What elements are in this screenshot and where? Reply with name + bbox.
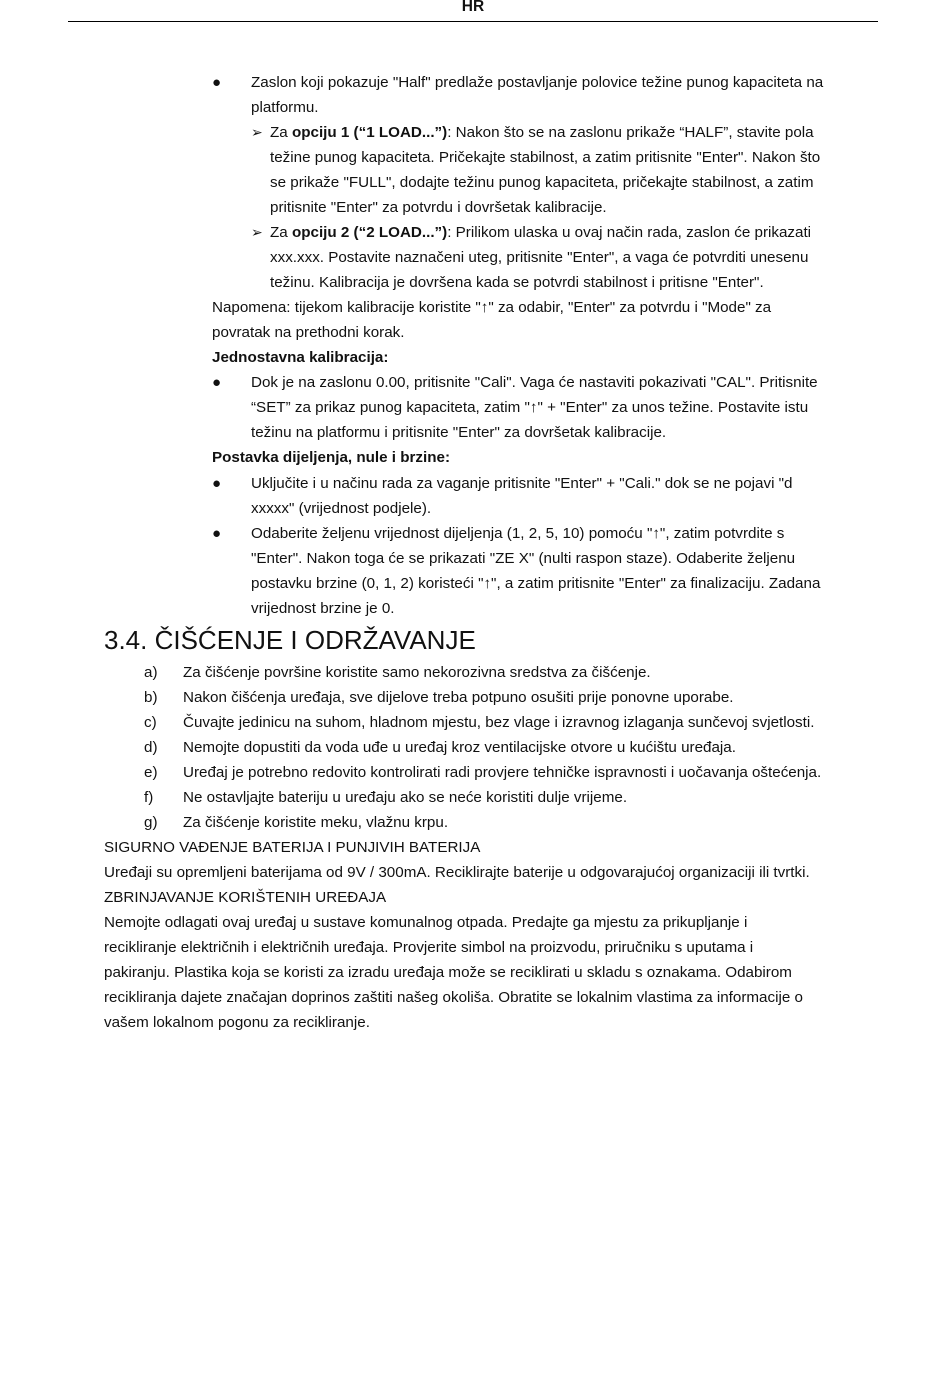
option1-first-line: [270, 120, 814, 145]
list-item-label: c): [144, 714, 157, 731]
bullet-icon: ●: [212, 374, 222, 391]
option2-prefix: Za: [270, 224, 292, 241]
arrow-bullet-icon: ➢: [251, 124, 263, 140]
bullet-icon: ●: [212, 475, 222, 492]
simple-calibration-title: Jednostavna kalibracija:: [212, 349, 389, 366]
option2-text: : Prilikom ulaska u ovaj način rada, zaslon će prikazati: [447, 224, 812, 241]
page-header: [68, 0, 878, 22]
bullet-icon: ●: [212, 74, 222, 91]
list-item-label: d): [144, 739, 158, 756]
division-title: Postavka dijeljenja, nule i brzine:: [212, 449, 451, 466]
disposal-line: vašem lokalnom pogonu za recikliranje.: [104, 1014, 370, 1031]
simple-bullet-line: težinu na platformu i pritisnite "Enter" za dovršetak kalibracije.: [251, 424, 667, 441]
division-bullet2-line: postavku brzine (0, 1, 2) koristeći "↑", a zatim pritisnite "Enter" za finalizaciju. Zadana: [251, 575, 821, 592]
list-item-label: f): [144, 789, 154, 806]
option1-line: pritisnite "Enter" za potvrdu i dovršetak kalibracije.: [270, 199, 607, 216]
division-bullet1-line: Uključite i u načinu rada za vaganje pritisnite "Enter" + "Cali." dok se ne pojavi "d: [251, 475, 793, 492]
section-heading: 3.4. ČIŠĆENJE I ODRŽAVANJE: [104, 625, 476, 655]
list-item: Nemojte dopustiti da voda uđe u uređaj kroz ventilacijske otvore u kućištu uređaja.: [183, 739, 736, 756]
disposal-line: recikliranje električnih i električnih uređaja. Provjerite simbol na proizvodu, priručniku s uputama i: [104, 939, 754, 956]
bullet-icon: ●: [212, 525, 222, 542]
note-line: Napomena: tijekom kalibracije koristite "↑" za odabir, "Enter" za potvrdu i "Mode" za: [212, 299, 772, 316]
list-item: Uređaj je potrebno redovito kontrolirati radi provjere tehničke ispravnosti i uočavanja oštećenja.: [183, 764, 822, 781]
list-item-label: a): [144, 664, 158, 681]
battery-text: Uređaji su opremljeni baterijama od 9V / 300mA. Reciklirajte baterije u odgovarajućoj organizaciji ili tvrtki.: [104, 864, 810, 881]
option2-line: težinu. Kalibracija je dovršena kada se potvrdi stabilnost i pritisne "Enter".: [270, 274, 764, 291]
division-bullet1-line: xxxxx" (vrijednost podjele).: [251, 500, 432, 517]
battery-title: SIGURNO VAĐENJE BATERIJA I PUNJIVIH BATERIJA: [104, 839, 481, 856]
note-line: povratak na prethodni korak.: [212, 324, 405, 341]
disposal-line: recikliranja dajete značajan doprinos zaštiti našeg okoliša. Obratite se lokalnim vlastima za informacije o: [104, 989, 803, 1006]
option2-first-line: [270, 220, 811, 245]
option1-label: opciju 1 (“1 LOAD...”): [291, 124, 448, 141]
list-item-label: b): [144, 689, 158, 706]
division-bullet2-line: "Enter". Nakon toga će se prikazati "ZE X" (nulti raspon staze). Odaberite željenu: [251, 550, 796, 567]
list-item: Čuvajte jedinicu na suhom, hladnom mjestu, bez vlage i izravnog izlaganja sunčevoj svjetlosti.: [183, 714, 815, 731]
half-bullet-line: platformu.: [251, 99, 319, 116]
list-item-label: e): [144, 764, 158, 781]
option2-line: xxx.xxx. Postavite naznačeni uteg, pritisnite "Enter", a vaga će potvrditi unesenu: [270, 249, 809, 266]
list-item: Ne ostavljajte bateriju u uređaju ako se neće koristiti dulje vrijeme.: [183, 789, 628, 806]
disposal-title: ZBRINJAVANJE KORIŠTENIH UREĐAJA: [104, 889, 387, 906]
list-item: Za čišćenje koristite meku, vlažnu krpu.: [183, 814, 449, 831]
division-bullet2-line: Odaberite željenu vrijednost dijeljenja (1, 2, 5, 10) pomoću "↑", zatim potvrdite s: [251, 525, 785, 542]
option1-prefix: Za: [270, 124, 292, 141]
disposal-line: Nemojte odlagati ovaj uređaj u sustave komunalnog otpada. Predajte ga mjestu za prikupljanje i: [104, 914, 748, 931]
list-item: Za čišćenje površine koristite samo nekorozivna sredstva za čišćenje.: [183, 664, 651, 681]
simple-bullet-line: Dok je na zaslonu 0.00, pritisnite "Cali". Vaga će nastaviti pokazivati "CAL". Pritisnite: [251, 374, 818, 391]
half-bullet-line: Zaslon koji pokazuje "Half" predlaže postavljanje polovice težine punog kapaciteta na: [251, 74, 824, 91]
option2-label: opciju 2 (“2 LOAD...”): [291, 224, 448, 241]
division-bullet2-line: vrijednost brzine je 0.: [251, 600, 395, 617]
arrow-bullet-icon: ➢: [251, 224, 263, 240]
option1-text: : Nakon što se na zaslonu prikaže “HALF”, stavite pola: [447, 124, 814, 141]
list-item-label: g): [144, 814, 158, 831]
language-code: HR: [461, 0, 485, 15]
list-item: Nakon čišćenja uređaja, sve dijelove treba potpuno osušiti prije ponovne uporabe.: [183, 689, 734, 706]
option1-line: težine punog kapaciteta. Pričekajte stabilnost, a zatim pritisnite "Enter". Nakon što: [270, 149, 821, 166]
option1-line: se prikaže "FULL", dodajte težinu punog kapaciteta, pričekajte stabilnost, a zatim: [270, 174, 814, 191]
simple-bullet-line: “SET” za prikaz punog kapaciteta, zatim "↑" + "Enter" za unos težine. Postavite istu: [251, 399, 809, 416]
disposal-line: pakiranju. Plastika koja se koristi za izradu uređaja može se reciklirati u skladu s oznakama. Odabirom: [104, 964, 792, 981]
